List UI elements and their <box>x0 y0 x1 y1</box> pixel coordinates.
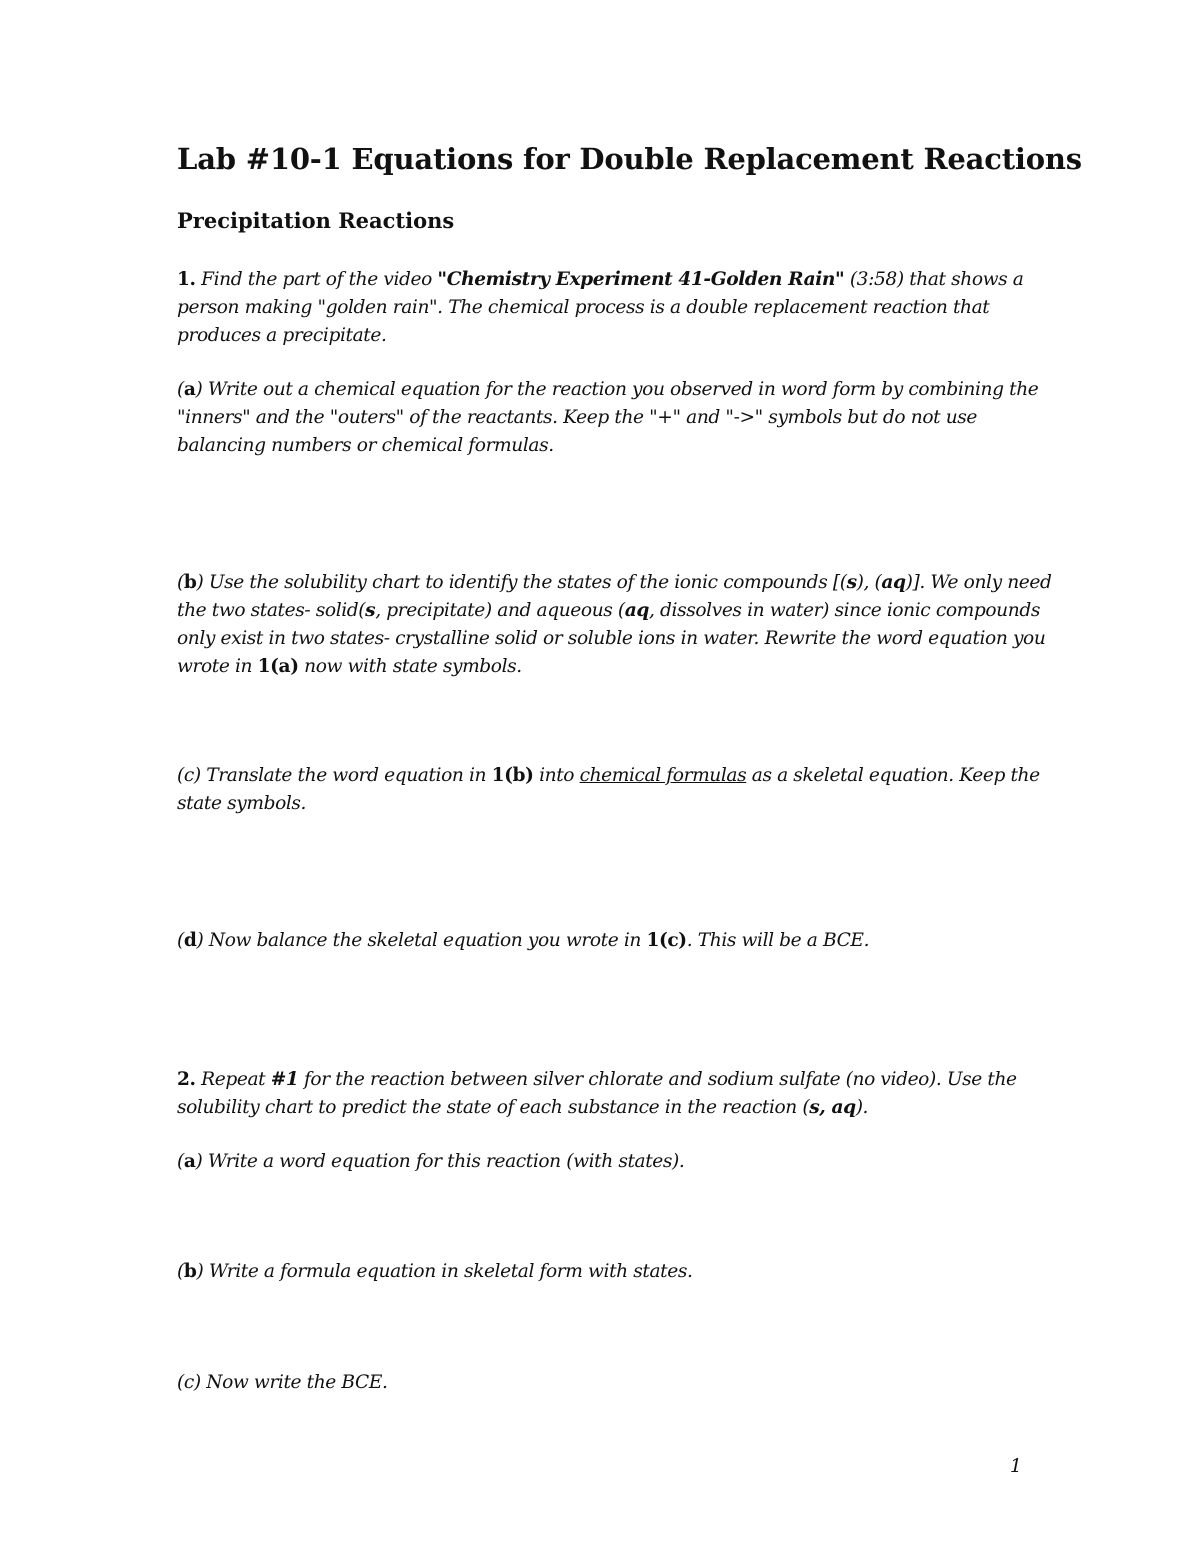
question-1c: (c) Translate the word equation in 1(b) into chemical formulas as a skeletal equation. Keep the state symbols. <box>177 765 1040 814</box>
page-title: Lab #10-1 Equations for Double Replacement Reactions <box>177 142 1082 176</box>
section-title: Precipitation Reactions <box>177 208 455 233</box>
reference-1a: 1(a) <box>257 656 299 677</box>
video-title: "Chemistry Experiment 41-Golden Rain" <box>437 269 845 290</box>
question-1-intro: 1. Find the part of the video "Chemistry Experiment 41-Golden Rain" (3:58) that shows a person making "golden rain". The chemical process is a double replacement reaction that produces a precipitate. <box>177 269 1024 346</box>
question-1b: (b) Use the solubility chart to identify the states of the ionic compounds [(s), (aq)]. We only need the two states- solid(s, precipitate) and aqueous (aq, dissolves in water) since ionic compounds only exist in two states- crystalline solid or soluble ions in water. Rewrite the word equation you wrote in 1(a) now with state symbols. <box>177 572 1052 677</box>
reference-1c: 1(c) <box>646 930 687 951</box>
question-2a: (a) Write a word equation for this reaction (with states). <box>177 1151 685 1172</box>
question-number: 1. <box>177 269 196 290</box>
question-2-intro: 2. Repeat #1 for the reaction between silver chlorate and sodium sulfate (no video). Use the solubility chart to predict the state of each substance in the reaction (s, aq). <box>177 1069 1017 1118</box>
question-1d: (d) Now balance the skeletal equation you wrote in 1(c). This will be a BCE. <box>177 930 870 951</box>
question-2b: (b) Write a formula equation in skeletal form with states. <box>177 1261 693 1282</box>
reference-q1: #1 <box>270 1069 299 1090</box>
reference-1b: 1(b) <box>491 765 534 786</box>
underlined-term: chemical formulas <box>579 765 747 786</box>
question-2c: (c) Now write the BCE. <box>177 1372 388 1393</box>
page-number: 1 <box>1009 1455 1022 1477</box>
question-number: 2. <box>177 1069 196 1090</box>
question-1a: (a) Write out a chemical equation for the reaction you observed in word form by combining the "inners" and the "outers" of the reactants. Keep the "+" and "->" symbols but do not use balancing numbers or chemical formulas. <box>177 379 1039 456</box>
